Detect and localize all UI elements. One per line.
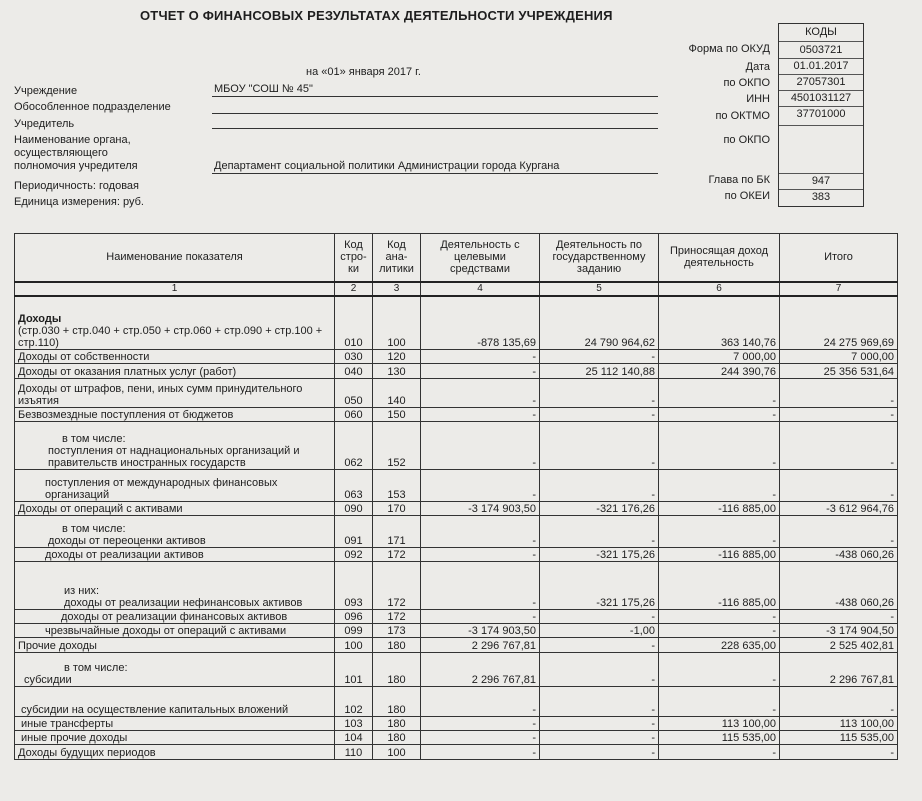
table-row — [15, 502, 898, 516]
col-header-total: Итого — [780, 234, 898, 282]
table-row — [15, 687, 898, 717]
col-header-name: Наименование показателя — [15, 234, 335, 282]
row-total: -3 174 904,50 — [780, 624, 898, 638]
row-state-task: - — [540, 745, 659, 760]
row-analytics: 180 — [373, 731, 421, 745]
col-header-target-funds: Деятельность с целевыми средствами — [421, 234, 540, 282]
row-total: - — [780, 379, 898, 408]
row-state-task: -1,00 — [540, 624, 659, 638]
row-analytics: 152 — [373, 422, 421, 470]
codes-box — [778, 23, 864, 207]
row-total: 24 275 969,69 — [780, 296, 898, 350]
col-header-analytics: Код ана- литики — [373, 234, 421, 282]
row-code: 050 — [335, 379, 373, 408]
row-name: в том числе: доходы от переоценки активов — [15, 516, 335, 548]
row-name: Безвозмездные поступления от бюджетов — [15, 408, 335, 422]
institution-underline — [212, 96, 658, 97]
row-name: иные трансферты — [15, 717, 335, 731]
row-target-funds: - — [421, 717, 540, 731]
row-analytics: 180 — [373, 687, 421, 717]
row-analytics: 120 — [373, 350, 421, 364]
institution-value: МБОУ "СОШ № 45" — [214, 83, 313, 95]
row-target-funds: - — [421, 745, 540, 760]
row-analytics: 172 — [373, 548, 421, 562]
row-target-funds: 2 296 767,81 — [421, 638, 540, 653]
row-income-activity: - — [659, 408, 780, 422]
row-name: чрезвычайные доходы от операций с активами — [15, 624, 335, 638]
row-total: 7 000,00 — [780, 350, 898, 364]
code-label-okei: по ОКЕИ — [724, 190, 770, 202]
row-code: 090 — [335, 502, 373, 516]
row-code: 060 — [335, 408, 373, 422]
row-total: 2 525 402,81 — [780, 638, 898, 653]
row-name: из них: доходы от реализации нефинансовых активов — [15, 562, 335, 610]
row-total: - — [780, 470, 898, 502]
row-name: доходы от реализации финансовых активов — [15, 610, 335, 624]
col-header-income-activity: Приносящая доход деятельность — [659, 234, 780, 282]
code-okpo-2 — [779, 126, 863, 174]
row-income-activity: -116 885,00 — [659, 548, 780, 562]
row-income-activity: -116 885,00 — [659, 562, 780, 610]
row-income-activity: -116 885,00 — [659, 502, 780, 516]
row-code: 096 — [335, 610, 373, 624]
row-target-funds: - — [421, 516, 540, 548]
code-label-inn: ИНН — [746, 93, 770, 105]
row-analytics: 140 — [373, 379, 421, 408]
row-income-activity: - — [659, 653, 780, 687]
row-name: поступления от международных финансовых организаций — [15, 470, 335, 502]
row-analytics: 172 — [373, 610, 421, 624]
col-number: 2 — [335, 282, 373, 296]
row-target-funds: - — [421, 687, 540, 717]
code-inn: 4501031127 — [779, 91, 863, 107]
row-name: субсидии на осуществление капитальных вложений — [15, 687, 335, 717]
code-okei: 383 — [811, 191, 831, 203]
row-name: доходы от реализации активов — [15, 548, 335, 562]
row-total: - — [780, 745, 898, 760]
row-code: 091 — [335, 516, 373, 548]
table-row — [15, 745, 898, 760]
col-number: 1 — [15, 282, 335, 296]
subdivision-label: Обособленное подразделение — [14, 101, 171, 113]
institution-label: Учреждение — [14, 85, 78, 97]
row-target-funds: -3 174 903,50 — [421, 624, 540, 638]
code-oktmo: 37701000 — [779, 107, 863, 126]
row-income-activity: - — [659, 516, 780, 548]
authority-label-2: осуществляющего — [14, 147, 108, 159]
row-target-funds: - — [421, 364, 540, 379]
row-state-task: - — [540, 422, 659, 470]
row-code: 099 — [335, 624, 373, 638]
row-name: Доходы (стр.030 + стр.040 + стр.050 + стр.060 + стр.090 + стр.100 + стр.110) — [15, 296, 335, 350]
row-target-funds: - — [421, 470, 540, 502]
row-target-funds: - — [421, 422, 540, 470]
table-row — [15, 717, 898, 731]
row-state-task: - — [540, 717, 659, 731]
subdivision-underline — [212, 113, 658, 114]
row-analytics: 150 — [373, 408, 421, 422]
row-total: 2 296 767,81 — [780, 653, 898, 687]
row-analytics: 130 — [373, 364, 421, 379]
row-income-activity: - — [659, 470, 780, 502]
table-row — [15, 731, 898, 745]
table-row — [15, 638, 898, 653]
table-row — [15, 296, 898, 350]
unit-of-measure: Единица измерения: руб. — [14, 196, 144, 208]
row-income-activity: - — [659, 624, 780, 638]
row-code: 030 — [335, 350, 373, 364]
code-label-okud: Форма по ОКУД — [688, 43, 770, 55]
row-analytics: 180 — [373, 638, 421, 653]
row-analytics: 153 — [373, 470, 421, 502]
report-date: на «01» января 2017 г. — [306, 66, 421, 78]
row-total: - — [780, 516, 898, 548]
financial-results-table — [14, 233, 898, 760]
row-code: 103 — [335, 717, 373, 731]
row-state-task: - — [540, 379, 659, 408]
code-okpo: 27057301 — [779, 75, 863, 91]
row-name: в том числе: поступления от наднациональных организаций и правительств иностранных государств — [15, 422, 335, 470]
row-total: -438 060,26 — [780, 548, 898, 562]
row-state-task: - — [540, 687, 659, 717]
row-analytics: 180 — [373, 717, 421, 731]
row-code: 101 — [335, 653, 373, 687]
table-row — [15, 379, 898, 408]
founder-label: Учредитель — [14, 118, 75, 130]
row-state-task: 24 790 964,62 — [540, 296, 659, 350]
authority-label-3: полномочия учредителя — [14, 160, 138, 172]
row-state-task: -321 176,26 — [540, 502, 659, 516]
authority-label-1: Наименование органа, — [14, 134, 131, 146]
code-label-oktmo: по ОКТМО — [715, 110, 770, 122]
row-code: 093 — [335, 562, 373, 610]
row-target-funds: - — [421, 731, 540, 745]
row-code: 110 — [335, 745, 373, 760]
row-total: -438 060,26 — [780, 562, 898, 610]
row-name: Доходы от штрафов, пени, иных сумм принудительного изъятия — [15, 379, 335, 408]
row-income-activity: 113 100,00 — [659, 717, 780, 731]
row-state-task: - — [540, 470, 659, 502]
founder-underline — [212, 128, 658, 129]
row-state-task: - — [540, 408, 659, 422]
row-state-task: - — [540, 610, 659, 624]
row-state-task: - — [540, 638, 659, 653]
row-target-funds: - — [421, 350, 540, 364]
col-header-code: Код стро- ки — [335, 234, 373, 282]
row-target-funds: -878 135,69 — [421, 296, 540, 350]
table-row — [15, 548, 898, 562]
code-label-okpo: по ОКПО — [723, 77, 770, 89]
table-row — [15, 653, 898, 687]
row-name: в том числе: субсидии — [15, 653, 335, 687]
row-income-activity: - — [659, 422, 780, 470]
row-code: 092 — [335, 548, 373, 562]
row-income-activity: 244 390,76 — [659, 364, 780, 379]
row-total: -3 612 964,76 — [780, 502, 898, 516]
col-number: 4 — [421, 282, 540, 296]
row-state-task: -321 175,26 — [540, 562, 659, 610]
row-analytics: 173 — [373, 624, 421, 638]
row-income-activity: 363 140,76 — [659, 296, 780, 350]
row-state-task: - — [540, 350, 659, 364]
row-analytics: 171 — [373, 516, 421, 548]
row-name: Доходы от операций с активами — [15, 502, 335, 516]
code-label-okpo-2: по ОКПО — [723, 134, 770, 146]
row-total: - — [780, 422, 898, 470]
row-target-funds: - — [421, 610, 540, 624]
row-total: - — [780, 408, 898, 422]
row-code: 010 — [335, 296, 373, 350]
row-code: 102 — [335, 687, 373, 717]
table-row — [15, 624, 898, 638]
row-income-activity: 115 535,00 — [659, 731, 780, 745]
page-title: ОТЧЕТ О ФИНАНСОВЫХ РЕЗУЛЬТАТАХ ДЕЯТЕЛЬНОСТИ УЧРЕЖДЕНИЯ — [140, 8, 613, 23]
row-name: Доходы будущих периодов — [15, 745, 335, 760]
table-row — [15, 562, 898, 610]
row-target-funds: - — [421, 379, 540, 408]
row-state-task: -321 175,26 — [540, 548, 659, 562]
row-name: Доходы от оказания платных услуг (работ) — [15, 364, 335, 379]
row-code: 063 — [335, 470, 373, 502]
row-state-task: - — [540, 516, 659, 548]
code-label-bk: Глава по БК — [708, 174, 770, 186]
row-analytics: 100 — [373, 745, 421, 760]
row-income-activity: 228 635,00 — [659, 638, 780, 653]
table-row — [15, 610, 898, 624]
table-row — [15, 408, 898, 422]
row-code: 100 — [335, 638, 373, 653]
table-row — [15, 364, 898, 379]
row-total: - — [780, 687, 898, 717]
row-analytics: 180 — [373, 653, 421, 687]
code-bk: 947 — [779, 174, 863, 190]
row-income-activity: 7 000,00 — [659, 350, 780, 364]
col-number: 6 — [659, 282, 780, 296]
code-okud: 0503721 — [779, 42, 863, 59]
row-total: - — [780, 610, 898, 624]
row-target-funds: 2 296 767,81 — [421, 653, 540, 687]
code-date: 01.01.2017 — [779, 59, 863, 75]
col-header-state-task: Деятельность по государственному заданию — [540, 234, 659, 282]
row-code: 040 — [335, 364, 373, 379]
row-code: 062 — [335, 422, 373, 470]
row-target-funds: - — [421, 408, 540, 422]
row-income-activity: - — [659, 610, 780, 624]
row-analytics: 172 — [373, 562, 421, 610]
authority-underline — [212, 173, 658, 174]
table-row — [15, 350, 898, 364]
codes-header: КОДЫ — [779, 24, 863, 42]
row-state-task: - — [540, 731, 659, 745]
row-income-activity: - — [659, 745, 780, 760]
row-total: 113 100,00 — [780, 717, 898, 731]
row-state-task: 25 112 140,88 — [540, 364, 659, 379]
code-label-date: Дата — [745, 61, 770, 73]
row-name: Прочие доходы — [15, 638, 335, 653]
table-row — [15, 422, 898, 470]
col-number: 5 — [540, 282, 659, 296]
row-code: 104 — [335, 731, 373, 745]
row-target-funds: - — [421, 548, 540, 562]
row-analytics: 170 — [373, 502, 421, 516]
col-number: 3 — [373, 282, 421, 296]
col-number: 7 — [780, 282, 898, 296]
row-income-activity: - — [659, 687, 780, 717]
row-total: 25 356 531,64 — [780, 364, 898, 379]
row-income-activity: - — [659, 379, 780, 408]
table-row — [15, 516, 898, 548]
periodicity: Периодичность: годовая — [14, 180, 140, 192]
row-target-funds: - — [421, 562, 540, 610]
row-target-funds: -3 174 903,50 — [421, 502, 540, 516]
row-analytics: 100 — [373, 296, 421, 350]
row-total: 115 535,00 — [780, 731, 898, 745]
table-row — [15, 470, 898, 502]
row-name: Доходы от собственности — [15, 350, 335, 364]
row-state-task: - — [540, 653, 659, 687]
row-name: иные прочие доходы — [15, 731, 335, 745]
authority-value: Департамент социальной политики Администрации города Кургана — [214, 160, 560, 172]
